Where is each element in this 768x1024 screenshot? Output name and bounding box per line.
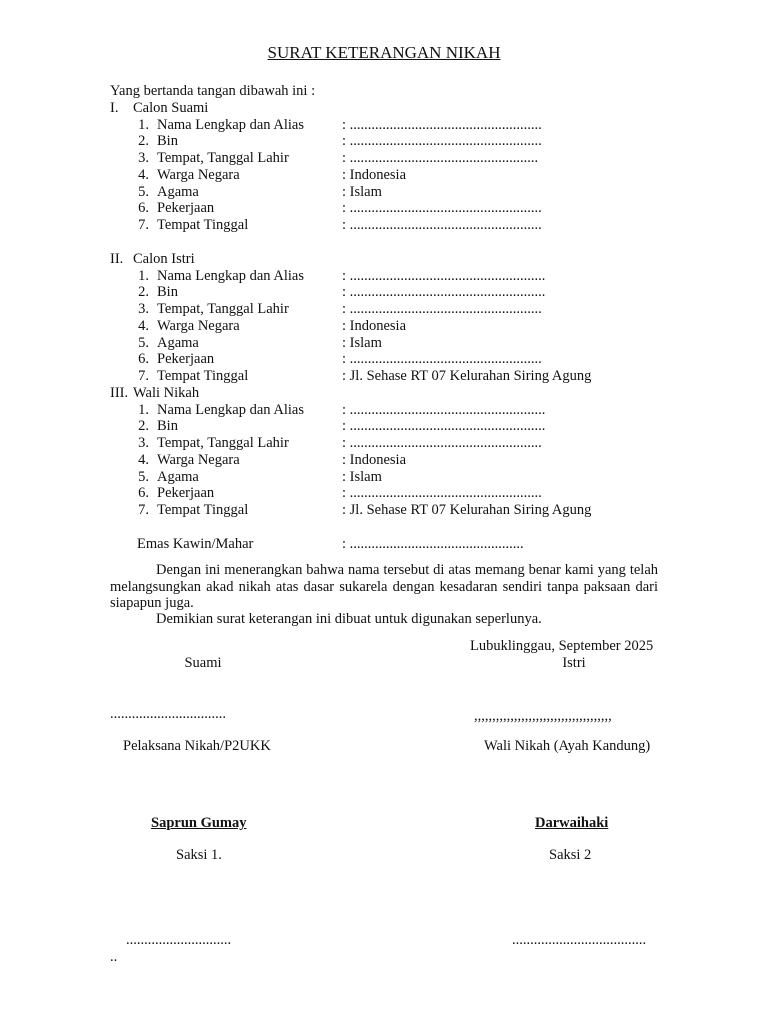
field-number: 3.: [138, 150, 149, 166]
field-label: Nama Lengkap dan Alias: [157, 117, 304, 133]
field-value: : .....................................................: [342, 485, 542, 501]
field-number: 1.: [138, 117, 149, 133]
field-value: : ......................................................: [342, 402, 546, 418]
field-label: Pekerjaan: [157, 485, 215, 501]
field-value: : ......................................................: [342, 418, 546, 434]
field-label: Tempat, Tanggal Lahir: [157, 435, 289, 451]
field-value: : ......................................................: [342, 284, 546, 300]
field-value: : .....................................................: [342, 117, 542, 133]
field-value: : .....................................................: [342, 435, 542, 451]
field-label: Tempat Tinggal: [157, 502, 249, 518]
field-number: 2.: [138, 418, 149, 434]
field-number: 1.: [138, 268, 149, 284]
field-number: 2.: [138, 284, 149, 300]
field-value: : .....................................................: [342, 217, 542, 233]
field-number: 4.: [138, 318, 149, 334]
istri-signature-line: ,,,,,,,,,,,,,,,,,,,,,,,,,,,,,,,,,,,,,,: [474, 708, 612, 724]
document-title: SURAT KETERANGAN NIKAH: [267, 43, 501, 62]
field-number: 3.: [138, 435, 149, 451]
field-label: Bin: [157, 418, 178, 434]
section-heading: Calon Suami: [133, 100, 209, 116]
field-label: Tempat Tinggal: [157, 217, 249, 233]
section-heading: Calon Istri: [133, 251, 195, 267]
field-value: : Indonesia: [342, 318, 407, 334]
field-number: 2.: [138, 133, 149, 149]
section-numeral: I.: [110, 100, 119, 116]
field-value: : ......................................................: [342, 268, 546, 284]
intro-text: Yang bertanda tangan dibawah ini :: [110, 83, 316, 99]
section-heading: Wali Nikah: [133, 385, 200, 401]
istri-label: Istri: [562, 655, 586, 671]
pelaksana-name: Saprun Gumay: [151, 815, 247, 831]
field-value: : .....................................................: [342, 301, 542, 317]
field-value: : ....................................................: [342, 150, 539, 166]
field-label: Pekerjaan: [157, 351, 215, 367]
pelaksana-label: Pelaksana Nikah/P2UKK: [123, 738, 271, 754]
saksi1-label: Saksi 1.: [176, 847, 222, 863]
field-number: 5.: [138, 184, 149, 200]
suami-signature-line: ................................: [110, 706, 226, 722]
field-number: 6.: [138, 485, 149, 501]
field-number: 5.: [138, 335, 149, 351]
wali-label: Wali Nikah (Ayah Kandung): [484, 738, 651, 754]
field-label: Agama: [157, 335, 199, 351]
statement-paragraph: Dengan ini menerangkan bahwa nama tersebut di atas memang benar kami yang telah melangsungkan akad nikah atas dasar sukarela dengan kesadaran sendiri tanpa paksaan dari siapapun juga.: [110, 562, 658, 611]
field-value: : Islam: [342, 184, 382, 200]
mahar-value: : ................................................: [342, 536, 524, 552]
trailing-dots: ..: [110, 949, 118, 965]
field-number: 5.: [138, 469, 149, 485]
field-number: 1.: [138, 402, 149, 418]
wali-name: Darwaihaki: [535, 815, 609, 831]
mahar-label: Emas Kawin/Mahar: [137, 536, 254, 552]
field-label: Bin: [157, 284, 178, 300]
field-label: Warga Negara: [157, 167, 240, 183]
field-label: Pekerjaan: [157, 200, 215, 216]
field-value: : Indonesia: [342, 167, 407, 183]
field-number: 4.: [138, 452, 149, 468]
field-label: Nama Lengkap dan Alias: [157, 268, 304, 284]
field-number: 4.: [138, 167, 149, 183]
field-value: : Jl. Sehase RT 07 Kelurahan Siring Agung: [342, 368, 592, 384]
field-label: Tempat Tinggal: [157, 368, 249, 384]
field-value: : Indonesia: [342, 452, 407, 468]
field-number: 3.: [138, 301, 149, 317]
saksi1-signature-line: .............................: [126, 932, 232, 948]
section-numeral: II.: [110, 251, 124, 267]
field-number: 6.: [138, 200, 149, 216]
saksi2-label: Saksi 2: [549, 847, 592, 863]
field-number: 7.: [138, 368, 149, 384]
field-number: 6.: [138, 351, 149, 367]
field-label: Agama: [157, 469, 199, 485]
field-value: : .....................................................: [342, 351, 542, 367]
field-label: Warga Negara: [157, 452, 240, 468]
closing-paragraph: Demikian surat keterangan ini dibuat untuk digunakan seperlunya.: [156, 611, 542, 627]
field-label: Agama: [157, 184, 199, 200]
field-value: : .....................................................: [342, 133, 542, 149]
section-numeral: III.: [110, 385, 129, 401]
field-label: Warga Negara: [157, 318, 240, 334]
suami-label: Suami: [184, 655, 222, 671]
field-label: Nama Lengkap dan Alias: [157, 402, 304, 418]
place-date: Lubuklinggau, September 2025: [470, 638, 654, 654]
field-label: Tempat, Tanggal Lahir: [157, 150, 289, 166]
field-label: Bin: [157, 133, 178, 149]
field-number: 7.: [138, 502, 149, 518]
field-value: : Islam: [342, 335, 382, 351]
field-value: : Jl. Sehase RT 07 Kelurahan Siring Agung: [342, 502, 592, 518]
field-number: 7.: [138, 217, 149, 233]
saksi2-signature-line: .....................................: [512, 932, 647, 948]
field-value: : Islam: [342, 469, 382, 485]
field-label: Tempat, Tanggal Lahir: [157, 301, 289, 317]
field-value: : .....................................................: [342, 200, 542, 216]
